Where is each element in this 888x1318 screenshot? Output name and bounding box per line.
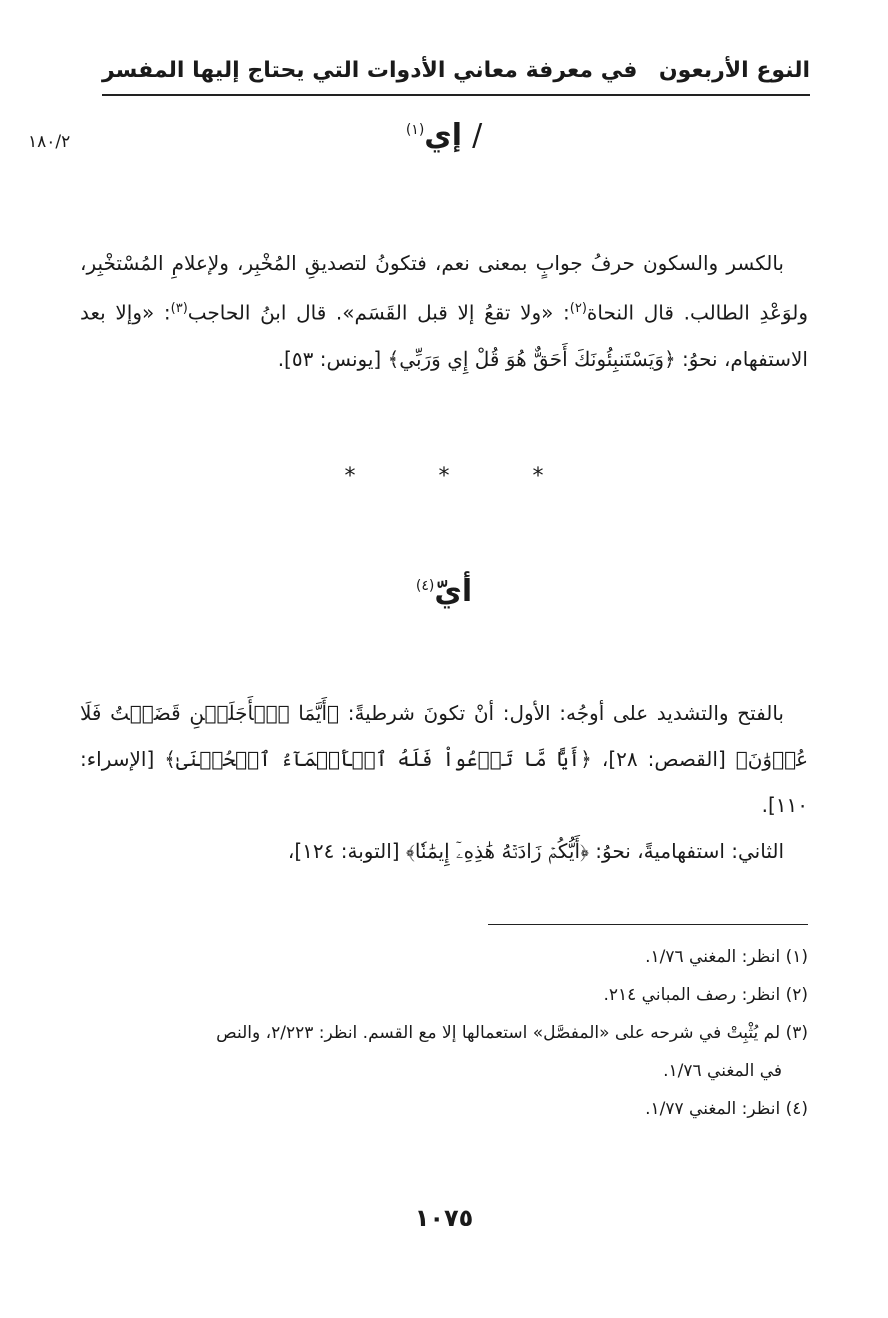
margin-reference: ١٨٠/٢ bbox=[28, 132, 71, 152]
footnote-marker: (١) bbox=[405, 122, 425, 138]
footnote-continuation: في المغني ١/٧٦. bbox=[663, 1061, 782, 1081]
text-run: : «ولا تقعُ إلا قبل القَسَم». قال ابنُ الحاجب bbox=[187, 300, 570, 325]
section-separator: * * * bbox=[344, 464, 582, 489]
quran-verse: ﴿وَيَسْتَنبِئُونَكَ أَحَقٌّ هُوَ قُلْ إِي وَرَبِّي﴾ bbox=[387, 346, 676, 371]
verse-reference: [الإسراء: ١١٠]. bbox=[80, 747, 808, 817]
running-header bbox=[102, 50, 810, 90]
page-break-slash: / bbox=[472, 118, 483, 153]
quran-verse: ﴿أَيُّكُمۡ زَادَتۡهُ هَٰذِهِۦٓ إِيمَٰنٗا﴾ bbox=[405, 839, 589, 863]
verse-reference: [التوبة: ١٢٤]، bbox=[287, 839, 406, 863]
text-run: : «وإلا بعد الاستفهام، نحوُ: bbox=[80, 300, 808, 371]
paragraph bbox=[80, 690, 808, 828]
entry-title-text: أيّ bbox=[434, 574, 473, 609]
entry-body-ii bbox=[80, 240, 808, 382]
quran-verse: ﴿أَيًّا مَّا تَدۡعُواْ فَلَهُ ٱلۡأَسۡمَآءُ ٱلۡحُسۡنَىٰ﴾ bbox=[164, 747, 592, 771]
entry-body-ayy bbox=[80, 690, 808, 874]
text-run: الثاني: استفهاميةً، نحوُ: bbox=[588, 839, 784, 863]
text-run: بالكسر والسكون حرفُ جوابٍ بمعنى نعم، فتكونُ لتصديقِ المُخْبِر، ولإعلامِ المُسْتخْبِر، ولوَعْدِ الطالب. قال النحاة bbox=[80, 251, 808, 325]
quran-verse: ﴿أَيَّمَا ٱلۡأَجَلَيۡنِ قَضَيۡتُ فَلَا عُدۡوَٰنَ﴾ bbox=[80, 701, 809, 771]
entry-title-ii bbox=[0, 118, 888, 153]
header-rule bbox=[102, 94, 810, 96]
entry-title-text: إي bbox=[424, 118, 463, 153]
text-run: بالفتح والتشديد على أوجُه: الأول: أنْ تكونَ شرطيةً: bbox=[339, 701, 784, 725]
footnote-marker: (٣) bbox=[170, 301, 188, 316]
verse-reference: [يونس: ٥٣]. bbox=[277, 346, 388, 371]
footnote bbox=[80, 1014, 808, 1090]
footnotes bbox=[80, 938, 808, 1128]
header-title: في معرفة معاني الأدوات التي يحتاج إليها المفسر bbox=[102, 57, 638, 83]
footnote-text: (٣) لم يُثْبِتْ في شرحه على «المفصَّل» استعمالها إلا مع القسم. انظر: ٢/٢٢٣، والنص bbox=[216, 1023, 808, 1043]
footnote bbox=[80, 938, 808, 976]
footnote-marker: (٤) bbox=[415, 578, 435, 594]
entry-title-ayy bbox=[0, 574, 888, 609]
footnote-text: (١) انظر: المغني ١/٧٦. bbox=[645, 947, 808, 967]
footnote bbox=[80, 976, 808, 1014]
footnote bbox=[80, 1090, 808, 1128]
paragraph bbox=[80, 828, 808, 874]
footnote-text: (٤) انظر: المغني ١/٧٧. bbox=[645, 1099, 808, 1119]
page-number: ١٠٧٥ bbox=[414, 1204, 474, 1232]
paragraph bbox=[80, 240, 808, 382]
verse-reference: [القصص: ٢٨]، bbox=[591, 747, 736, 771]
header-chapter: النوع الأربعون bbox=[658, 57, 810, 83]
footnote-text: (٢) انظر: رصف المباني ٢١٤. bbox=[603, 985, 808, 1005]
footnote-marker: (٢) bbox=[569, 301, 587, 316]
footnote-rule bbox=[488, 924, 808, 925]
